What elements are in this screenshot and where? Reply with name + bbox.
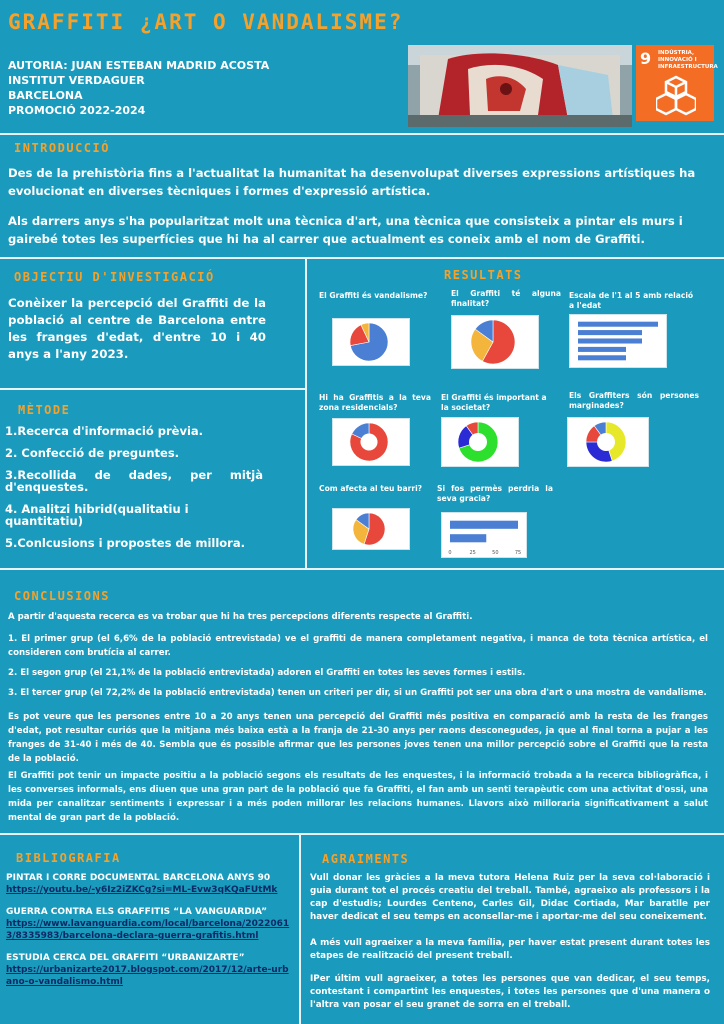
bibliography-link[interactable]: https://youtu.be/-y6Iz2iZKCg?si=ML-Evw3qKQaFUtMk (6, 885, 278, 895)
tick-label: 75 (514, 550, 522, 556)
conclusion-paragraph: 2. El segon grup (el 21,1% de la població entrevistada) adoren el Graffiti en totes les seves formes i estils. (8, 668, 526, 678)
chart-svg (442, 513, 526, 557)
conclusion-paragraph: 1. El primer grup (el 6,6% de la població entrevistada) ve el graffiti de manera completament negativa, i manca de tota tècnica artística, el consideren com brutícia al carrer. (8, 634, 708, 658)
bar (578, 355, 626, 360)
tick-label: 25 (469, 550, 476, 556)
chart-svg (570, 315, 666, 367)
poster-title: GRAFFITI ¿ART O VANDALISME? (8, 10, 404, 34)
method-list (5, 425, 263, 559)
question-label: El Graffiti és important a la societat? (441, 393, 547, 412)
bibliography-entry (6, 952, 291, 988)
chart-importancia (441, 417, 519, 467)
question-label: Si fos permès perdria la seva gracia? (437, 484, 553, 503)
conclusion-paragraph: El Graffiti pot tenir un impacte positiu a la població segons els resultats de les enquestes, i la informació trobada a la recerca bibliogràfica, i les converses informals, ens diuen que una gran part de la població que fa Graffiti, el fan amb un senti terapèutic com una activitat d'ossi, una mida per canalitzar sentiments i expressar i a més poden millorar les relacions humanes. Llavors això milloraria significativament a salut mental de gran part de la població. (8, 771, 708, 823)
conclusion-paragraph: A partir d'aquesta recerca es va trobar que hi ha tres percepcions diferents respecte al Graffiti. (8, 612, 473, 622)
section-title-bibliografia: BIBLIOGRAFIA (16, 851, 121, 865)
chart-svg (452, 316, 538, 368)
divider (305, 257, 307, 570)
bar (450, 521, 518, 529)
bibliography-entry-title: GUERRA CONTRA ELS GRAFFITIS “LA VANGUARDIA” (6, 907, 268, 917)
divider (0, 133, 724, 135)
bibliography-entry (6, 906, 291, 942)
graffiti-mural-photo (408, 45, 632, 127)
question-label: Hi ha Graffitis a la teva zona residencials? (319, 393, 431, 412)
section-title-objectiu: OBJECTIU D'INVESTIGACIÓ (14, 270, 215, 284)
method-item: 3.Recollida de dades, per mitjà d'enquestes. (5, 468, 263, 494)
tick-label: 0 (448, 550, 452, 556)
sdg-label-line: INNOVACIÓ I (658, 57, 697, 63)
method-item: 5.Conlcusions i propostes de millora. (5, 536, 245, 550)
sdg-number: 9 (640, 49, 652, 68)
chart-gracia (441, 512, 527, 558)
intro-paragraph: Als darrers anys s'ha popularitzat molt una tècnica d'art, una tècnica que consisteix a pintar els murs i gairebé totes les superfícies que hi ha al carrer que actualment es coneix amb el nom de Graffiti. (8, 214, 683, 246)
question-label: Com afecta al teu barri? (319, 484, 423, 493)
section-title-conclusions: CONCLUSIONS (14, 589, 110, 603)
promotion-line: PROMOCIÓ 2022-2024 (8, 104, 146, 117)
section-title-metode: MÈTODE (18, 403, 71, 417)
bibliography-entry (6, 872, 291, 896)
bibliography-link[interactable]: https://urbanizarte2017.blogspot.com/2017/12/arte-urbano-o-vandalismo.html (6, 965, 289, 987)
acknowledgement-paragraph: Vull donar les gràcies a la meva tutora Helena Ruiz per la seva col·laboració i guia durant tot el procés creatiu del treball. També, agraeixo als professors i la cap d'estudis; Lourdes Centeno, Carles Gil, Didac Cortiada, Mar baratlle per haver dedicat el seu temps en aconsellar-me i aportar-me del seu coneixement. (310, 873, 710, 922)
bar (450, 534, 486, 542)
divider (0, 257, 724, 259)
bibliography-entry-title: ESTUDIA CERCA DEL GRAFFITI “URBANIZARTE” (6, 953, 245, 963)
method-item: 1.Recerca d'informació prèvia. (5, 424, 204, 438)
bibliography-link[interactable]: https://www.lavanguardia.com/local/barcelona/20220613/8335983/barcelona-declara-guerra-grafitis.html (6, 919, 290, 941)
sdg-label-line: INFRAESTRUCTURA (658, 64, 718, 70)
question-label: Escala de l'1 al 5 amb relació a l'edat (569, 291, 694, 310)
acknowledgement-paragraph: IPer últim vull agraeixer, a totes les persones que van dedicar, el seu temps, contestant i compartint les enquestes, i totes les persones que d'una manera o l'altra van posar el seu granet de sorra en el treball. (310, 974, 710, 1010)
chart-escala-edat (569, 314, 667, 368)
objective-text: Conèixer la percepció del Graffiti de la població al centre de Barcelona entre les franges d'edat, d'entre 10 i 40 anys a l'any 2023. (8, 296, 266, 361)
intro-paragraph: Des de la prehistòria fins a l'actualitat la humanitat ha desenvolupat diverses expressions artístiques ha evolucionat en diverses tècniques i formes d'expressió artística. (8, 166, 696, 198)
chart-svg (568, 418, 648, 466)
donut-hole (469, 433, 487, 451)
section-title-resultats: RESULTATS (444, 268, 523, 282)
bibliography-list (6, 872, 291, 998)
school-line: INSTITUT VERDAGUER (8, 74, 145, 87)
bar (578, 322, 658, 327)
chart-zona-residencial (332, 418, 410, 466)
donut-hole (360, 433, 377, 450)
chart-svg (333, 509, 409, 549)
chart-barri (332, 508, 410, 550)
question-label: El Graffiti té alguna finalitat? (451, 289, 561, 308)
bar (578, 330, 642, 335)
bar (578, 338, 642, 343)
chart-svg (442, 418, 518, 466)
divider (0, 388, 306, 390)
question-label: Els Graffiters són persones marginades? (569, 391, 699, 410)
donut-hole (597, 433, 615, 451)
chart-marginades (567, 417, 649, 467)
divider (0, 833, 724, 835)
question-label: El Graffiti és vandalisme? (319, 291, 428, 300)
divider (0, 568, 724, 570)
city-line: BARCELONA (8, 89, 83, 102)
acknowledgement-paragraph: A més vull agraeixer a la meva família, per haver estat present durant totes les etapes de realització del present treball. (310, 938, 710, 961)
tick-label: 50 (492, 550, 499, 556)
chart-vandalisme (332, 318, 410, 366)
divider (299, 835, 301, 1024)
sdg-goal-badge (636, 45, 718, 121)
bibliography-entry-title: PINTAR I CORRE DOCUMENTAL BARCELONA ANYS 90 (6, 873, 271, 883)
chart-finalitat (451, 315, 539, 369)
author-line: AUTORIA: JUAN ESTEBAN MADRID ACOSTA (8, 59, 270, 72)
conclusion-paragraph: Es pot veure que les persones entre 10 a 20 anys tenen una percepció del Graffiti més positiva en comparació amb la resta de les franges d'edat, pot resultar curiós que la mitjana més baixa està a la franja de 21-30 anys per raons desconegudes, ja que al final torna a pujar a les franges de 31-40 i més de 40. Sembla que és possible afirmar que les persones joves tenen una millor percepció sobre el Graffiti que la resta de la població. (8, 712, 708, 764)
method-item: 4. Analitzi hibrid(qualitatiu i quantitatiu) (5, 502, 189, 528)
author-info (8, 58, 269, 118)
chart-svg (333, 419, 409, 465)
sdg-label (658, 50, 718, 71)
chart-svg (333, 319, 409, 365)
method-item: 2. Confecció de preguntes. (5, 446, 180, 460)
conclusion-paragraph: 3. El tercer grup (el 72,2% de la població entrevistada) tenen un criteri per dir, si un Graffiti pot ser una obra d'art o una mostra de vandalisme. (8, 688, 707, 698)
cube-icon (656, 75, 696, 117)
sdg-label-line: INDÚSTRIA, (658, 50, 695, 56)
section-title-agraiments: AGRAIMENTS (322, 852, 410, 866)
bar (578, 347, 626, 352)
section-title-introduccio: INTRODUCCIÓ (14, 141, 110, 155)
